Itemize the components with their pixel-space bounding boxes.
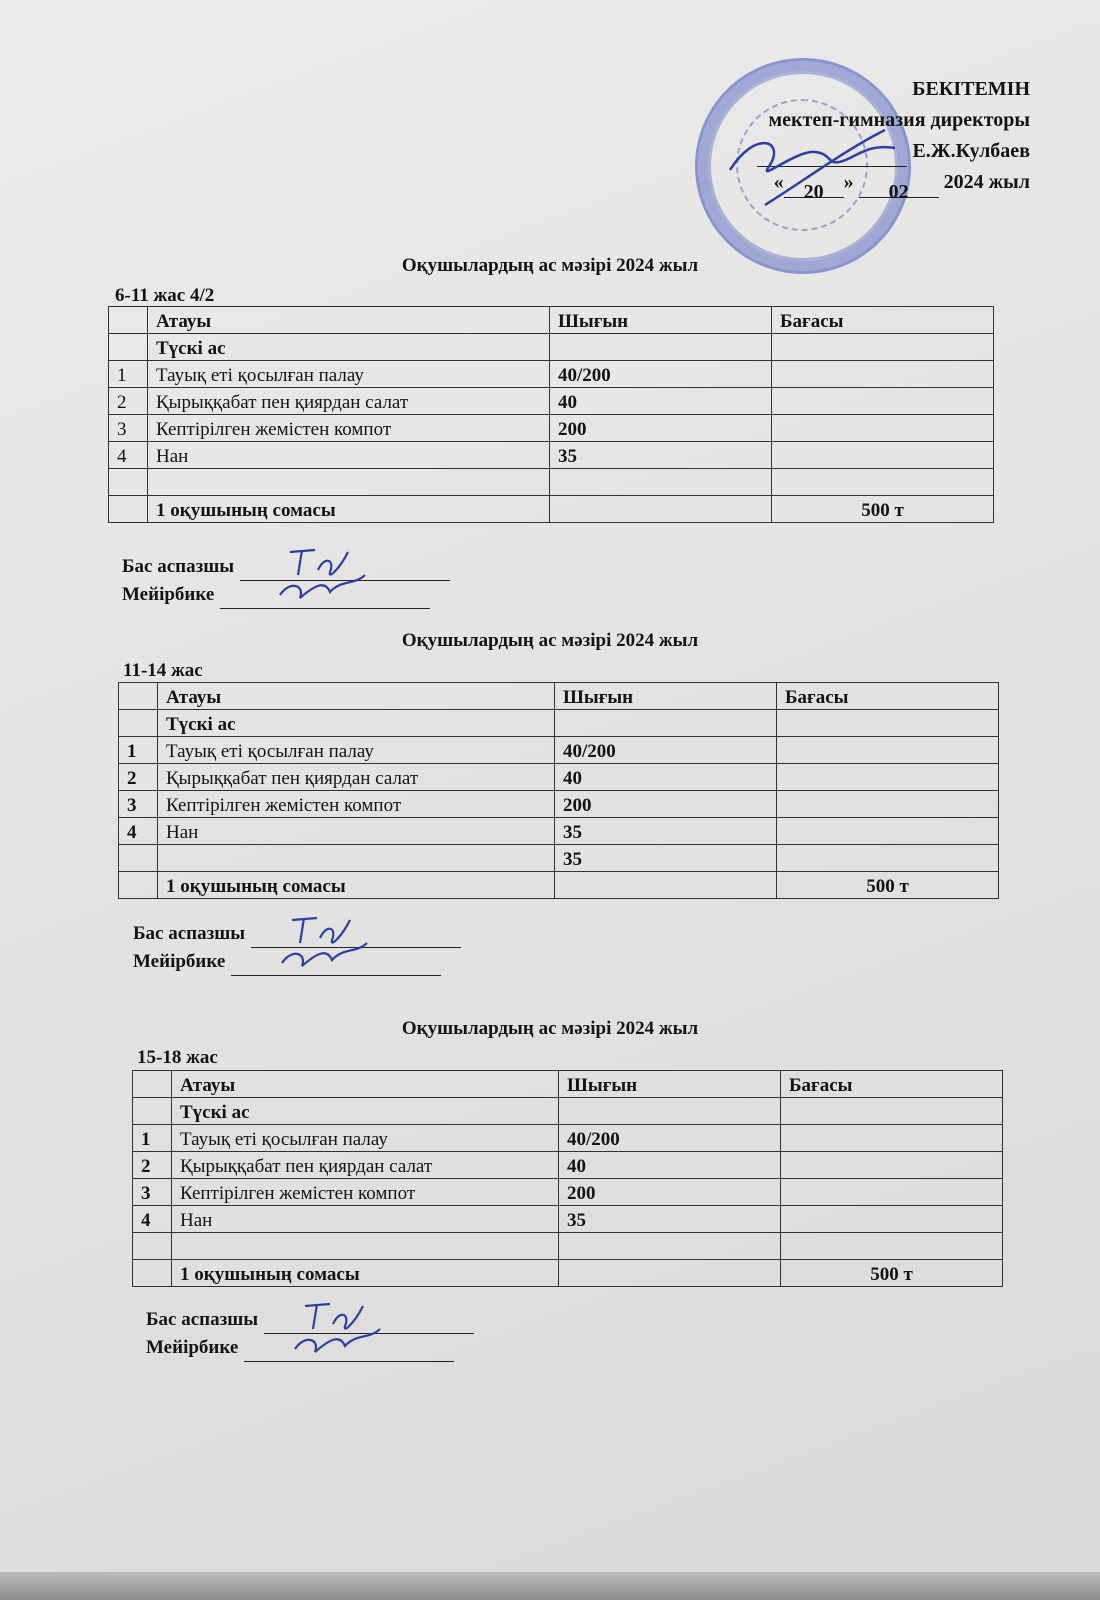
approval-date-year: 2024 жыл [943,171,1030,193]
row-name [148,469,550,496]
nurse-label: Мейірбике [146,1337,239,1358]
header-num [119,683,158,710]
chef-label: Бас аспазшы [122,556,235,577]
total-value: 500 т [772,496,994,523]
row-num [133,1233,172,1260]
row-name: Тауық еті қосылған палау [148,361,550,388]
approval-date-month: 02 [859,177,939,198]
approval-signer [640,136,1030,167]
row-price [777,845,999,872]
header-price: Бағасы [772,307,994,334]
row-amount: 40 [559,1152,781,1179]
signature-line [231,957,441,976]
row-price [781,1179,1003,1206]
table-row [119,737,999,764]
header-amount: Шығын [550,307,772,334]
row-num: 3 [119,791,158,818]
table-row [109,361,994,388]
row-name: Қырыққабат пен қиярдан салат [158,764,555,791]
row-name: Нан [148,442,550,469]
table-row [109,442,994,469]
row-amount: 35 [559,1206,781,1233]
row-name: Тауық еті қосылған палау [172,1125,559,1152]
row-price [777,737,999,764]
total-row [119,872,999,899]
row-num: 2 [119,764,158,791]
approval-name: Е.Ж.Кулбаев [912,140,1030,162]
approval-date-day: 20 [784,177,844,198]
total-label: 1 оқушының сомасы [148,496,550,523]
meal-label: Түскі ас [158,710,555,737]
row-name: Қырыққабат пен қиярдан салат [172,1152,559,1179]
table-row [109,388,994,415]
row-amount: 200 [555,791,777,818]
header-name: Атауы [158,683,555,710]
row-num: 3 [133,1179,172,1206]
nurse-signature-2 [133,948,441,976]
header-name: Атауы [172,1071,559,1098]
row-amount: 40/200 [555,737,777,764]
approval-date: « 20 » 02 2024 жыл [773,171,1030,203]
table-header-row [109,307,994,334]
total-value: 500 т [781,1260,1003,1287]
menu-title-1: Оқушылардың ас мәзірі 2024 жыл [401,255,699,276]
menu-title-3: Оқушылардың ас мәзірі 2024 жыл [401,1018,699,1039]
total-row [133,1260,1003,1287]
row-amount: 35 [555,818,777,845]
header-num [109,307,148,334]
row-num: 3 [109,415,148,442]
meal-label: Түскі ас [148,334,550,361]
header-num [133,1071,172,1098]
table-row [119,764,999,791]
row-price [781,1152,1003,1179]
header-amount: Шығын [555,683,777,710]
row-num: 4 [133,1206,172,1233]
menu-table-2 [118,682,999,899]
menu-table-3 [132,1070,1003,1287]
row-name: Тауық еті қосылған палау [158,737,555,764]
meal-row [119,710,999,737]
header-amount: Шығын [559,1071,781,1098]
photo-bottom-edge [0,1572,1100,1600]
table-header-row [133,1071,1003,1098]
signature-line [244,1343,454,1362]
age-group-2: 11-14 жас [123,660,203,681]
approval-title: БЕКІТЕМІН [912,78,1030,100]
row-price [772,388,994,415]
menu-table-1 [108,306,994,523]
row-price [772,415,994,442]
table-row [109,469,994,496]
table-row [133,1152,1003,1179]
total-label: 1 оқушының сомасы [158,872,555,899]
signature-line [220,590,430,609]
row-num [119,845,158,872]
table-header-row [119,683,999,710]
row-name: Кептірілген жемістен компот [148,415,550,442]
total-row [109,496,994,523]
meal-row [133,1098,1003,1125]
row-num: 4 [119,818,158,845]
approval-signature-line [757,146,907,167]
table-row [133,1179,1003,1206]
row-amount: 35 [555,845,777,872]
nurse-label: Мейірбике [133,951,226,972]
row-price [777,764,999,791]
row-name [172,1233,559,1260]
age-group-1: 6-11 жас 4/2 [115,285,215,306]
row-num: 4 [109,442,148,469]
chef-signature-3 [146,1306,474,1334]
row-name: Кептірілген жемістен компот [158,791,555,818]
row-amount: 200 [550,415,772,442]
chef-label: Бас аспазшы [133,923,246,944]
signature-line [240,562,450,581]
total-label: 1 оқушының сомасы [172,1260,559,1287]
row-price [777,818,999,845]
row-name [158,845,555,872]
row-name: Нан [158,818,555,845]
total-value: 500 т [777,872,999,899]
row-price [781,1206,1003,1233]
table-row [133,1233,1003,1260]
row-num: 1 [109,361,148,388]
table-row [119,818,999,845]
table-row [109,415,994,442]
chef-label: Бас аспазшы [146,1309,259,1330]
row-price [777,791,999,818]
row-num: 2 [133,1152,172,1179]
meal-row [109,334,994,361]
row-price [772,361,994,388]
header-price: Бағасы [781,1071,1003,1098]
chef-signature-1 [122,553,450,581]
approval-block [640,74,1030,203]
signature-line [264,1315,474,1334]
row-amount [550,469,772,496]
menu-title-2: Оқушылардың ас мәзірі 2024 жыл [401,630,699,651]
row-amount: 35 [550,442,772,469]
header-name: Атауы [148,307,550,334]
chef-signature-2 [133,920,461,948]
approval-position: мектеп-гимназия директоры [768,109,1030,131]
header-price: Бағасы [777,683,999,710]
table-row [119,791,999,818]
row-name: Қырыққабат пен қиярдан салат [148,388,550,415]
row-name: Нан [172,1206,559,1233]
row-amount: 200 [559,1179,781,1206]
table-row [133,1206,1003,1233]
nurse-label: Мейірбике [122,584,215,605]
signature-line [251,929,461,948]
table-row [119,845,999,872]
row-price [772,442,994,469]
table-row [133,1125,1003,1152]
row-amount: 40 [555,764,777,791]
nurse-signature-3 [146,1334,454,1362]
row-name: Кептірілген жемістен компот [172,1179,559,1206]
meal-label: Түскі ас [172,1098,559,1125]
row-num: 2 [109,388,148,415]
row-amount [559,1233,781,1260]
row-price [772,469,994,496]
row-amount: 40/200 [550,361,772,388]
row-price [781,1233,1003,1260]
row-amount: 40 [550,388,772,415]
age-group-3: 15-18 жас [137,1047,218,1068]
nurse-signature-1 [122,581,430,609]
row-price [781,1125,1003,1152]
row-num: 1 [119,737,158,764]
row-num [109,469,148,496]
row-num: 1 [133,1125,172,1152]
row-amount: 40/200 [559,1125,781,1152]
